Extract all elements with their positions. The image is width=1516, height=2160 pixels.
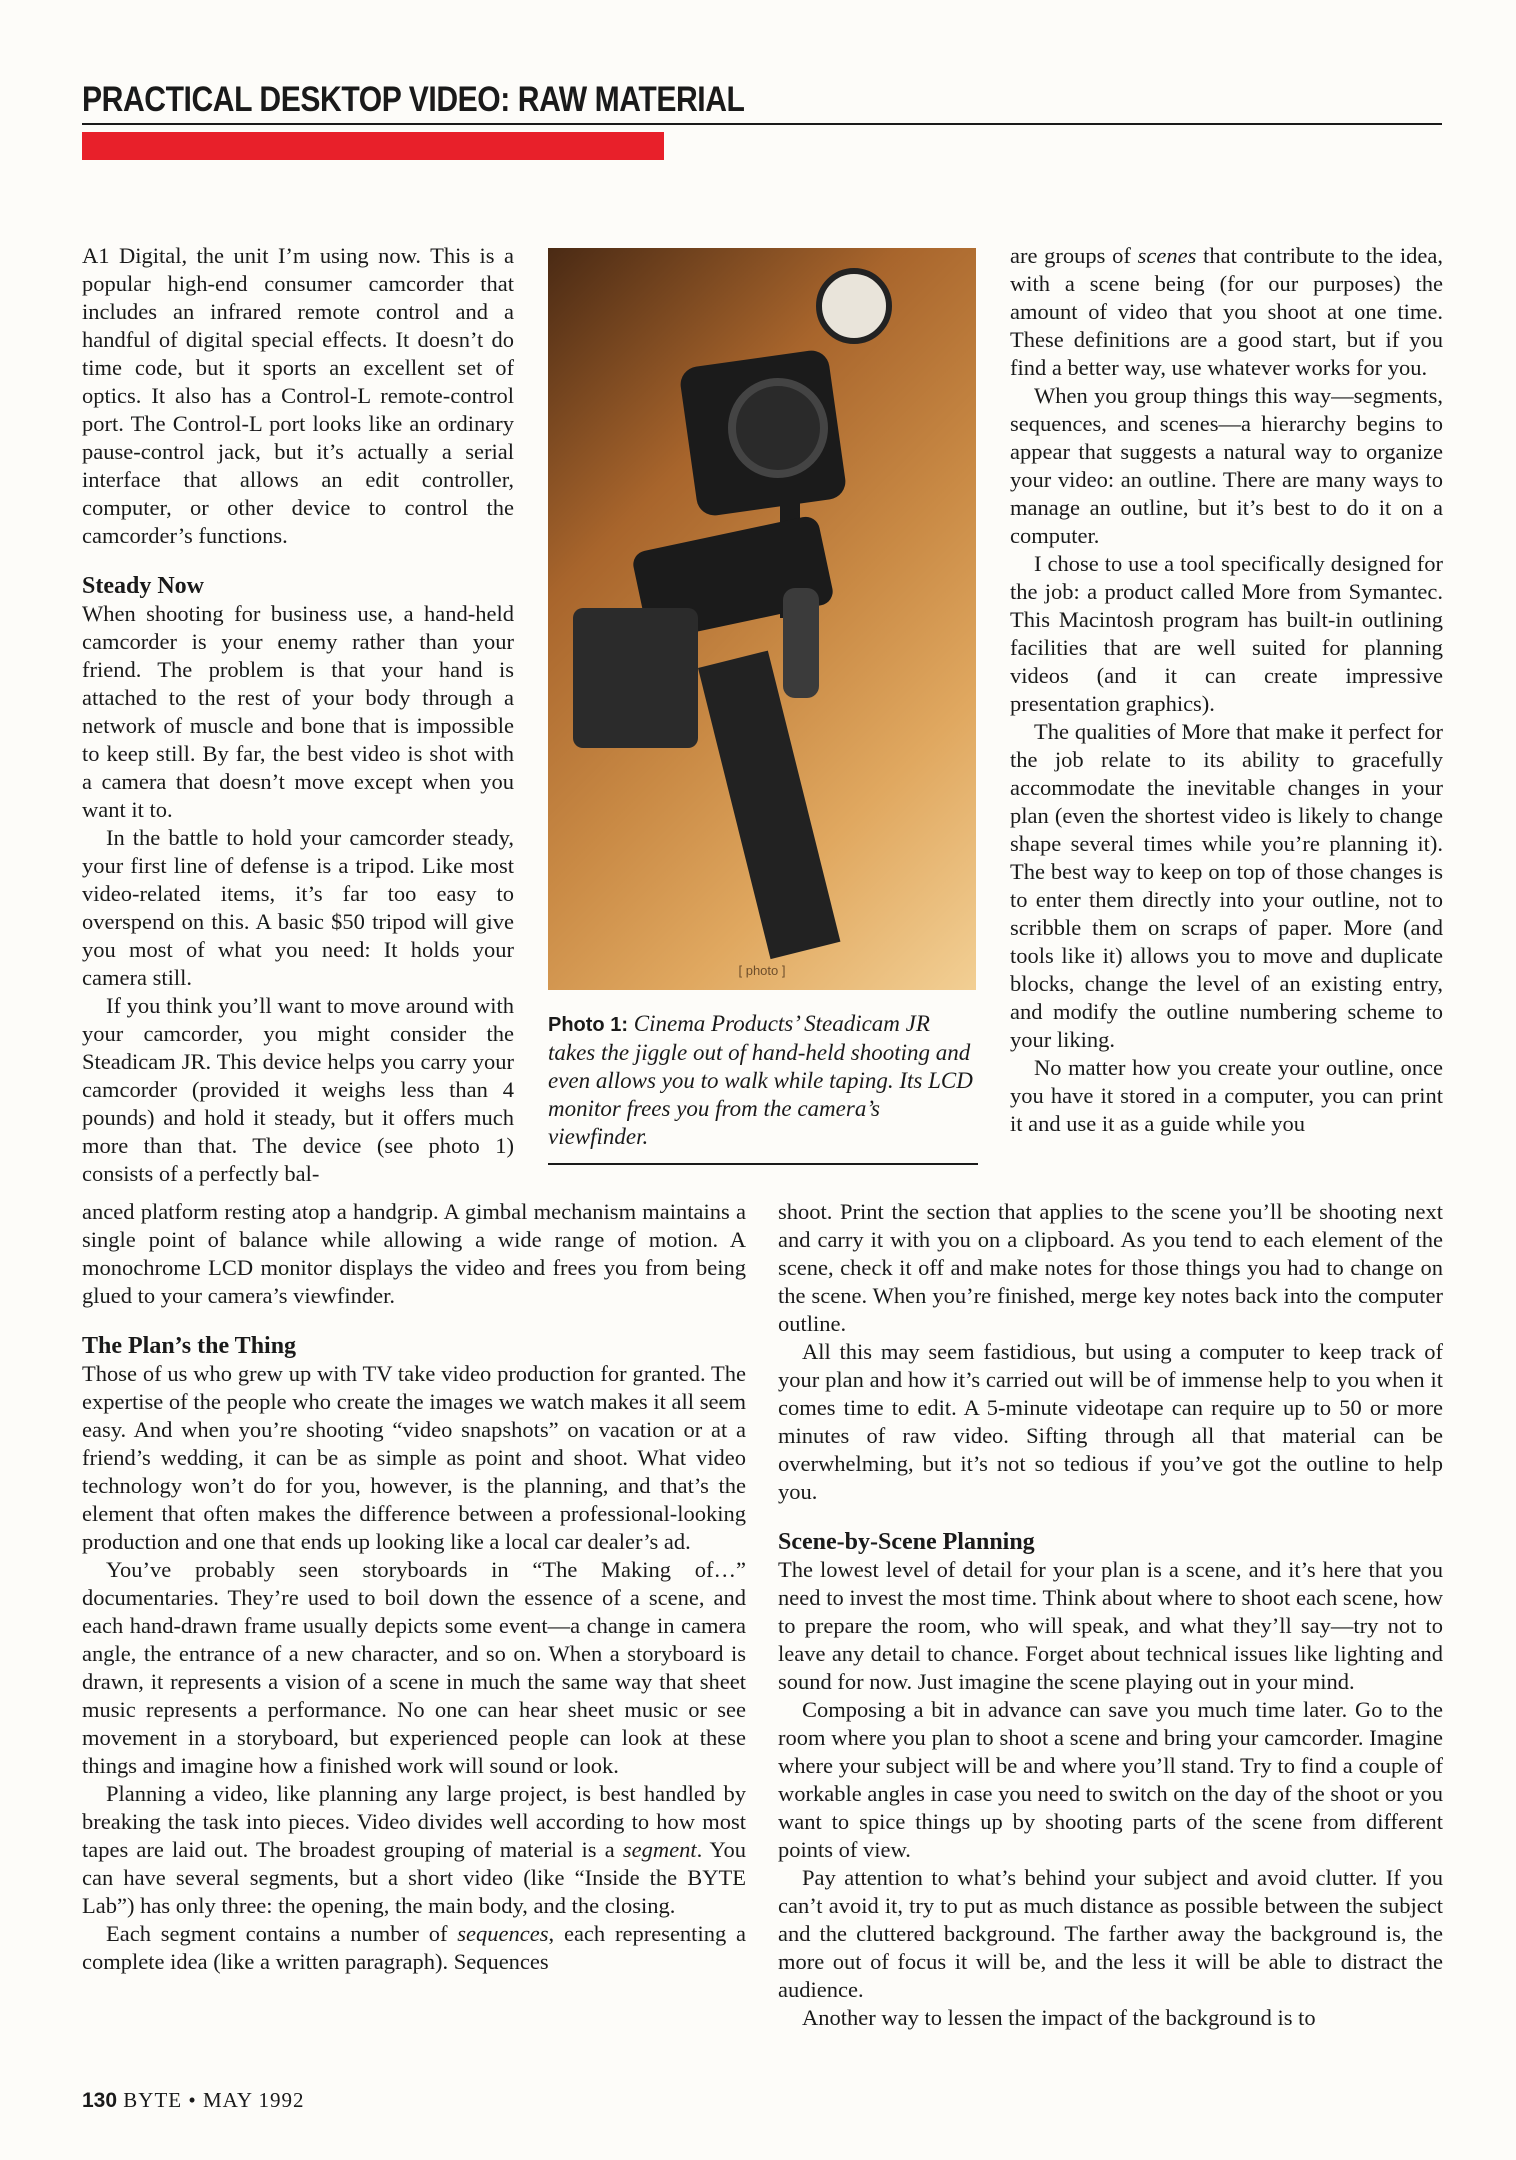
header-rule: [82, 123, 1442, 125]
paragraph: In the battle to hold your camcorder steady, your first line of defense is a tripod. Like most video-related items, it’s far too easy to overspend on this. A basic $50 tripod will give you most of what you need: It holds your camera still.: [82, 825, 514, 990]
section-heading-plans-the-thing: The Plan’s the Thing: [82, 1333, 297, 1359]
caption-rule: [548, 1163, 978, 1165]
photo-light-mark: [816, 268, 892, 344]
paragraph: No matter how you create your outline, once you have it stored in a computer, you can print it and use it as a guide while you: [1010, 1055, 1443, 1136]
paragraph: The lowest level of detail for your plan is a scene, and it’s here that you need to invest the most time. Think about where to shoot each scene, how to prepare the room, who will speak, and what they’ll say—try not to leave any detail to chance. Forget about technical issues like lighting and sound for now. Just imagine the scene playing out in your mind.: [778, 1557, 1443, 1694]
paragraph: All this may seem fastidious, but using a computer to keep track of your plan and how it’s carried out will be of immense help to you when it comes time to edit. A 5-minute videotape can require up to 50 or more minutes of raw video. Sifting through all that material can be overwhelming, but it’s not so tedious if you’ve got the outline to help you.: [778, 1339, 1443, 1504]
section-heading-scene-by-scene: Scene-by-Scene Planning: [778, 1529, 1035, 1555]
paragraph: Those of us who grew up with TV take video production for granted. The expertise of the people who create the images we watch makes it all seem easy. And when you’re shooting “video snapshots” on vacation or at a friend’s wedding, it can be as simple as point and shoot. What video technology won’t do for you, however, is the planning, and that’s the element that often makes the difference between a professional-looking production and one that ends up looking like a local car dealer’s ad.: [82, 1361, 746, 1554]
paragraph: You’ve probably seen storyboards in “The Making of…” documentaries. They’re used to boil down the essence of a scene, and each hand-drawn frame usually depicts some event—a change in camera angle, the entrance of a new character, and so on. When a storyboard is drawn, it represents a vision of a scene in much the same way that sheet music represents a performance. No one can hear sheet music or see movement in a storyboard, but experienced people can look at these things and imagine how a finished work will sound or look.: [82, 1557, 746, 1778]
section-heading-steady-now: Steady Now: [82, 573, 205, 599]
header-accent-bar: [82, 132, 664, 160]
footer-separator: •: [188, 2088, 197, 2112]
paragraph: When you group things this way—segments, sequences, and scenes—a hierarchy begins to appear that suggests a natural way to organize your video: an outline. There are many ways to manage an outline, but it’s best to do it on a computer.: [1010, 383, 1443, 548]
photo-handle: [783, 588, 819, 698]
photo-caption: [548, 1010, 978, 1151]
paragraph: Another way to lessen the impact of the background is to: [802, 2005, 1316, 2030]
page-number: 130: [82, 2089, 118, 2112]
column-left-top: [82, 242, 514, 1188]
paragraph: When shooting for business use, a hand-held camcorder is your enemy rather than your friend. The problem is that your hand is attached to the rest of your body through a network of muscle and bone that is impossible to keep still. By far, the best video is shot with a camera that doesn’t move except when you want it to.: [82, 601, 514, 822]
column-left-bottom: [82, 1198, 746, 1976]
issue-date: MAY 1992: [202, 2088, 305, 2112]
page-header-title: PRACTICAL DESKTOP VIDEO: RAW MATERIAL: [82, 80, 745, 119]
paragraph: If you think you’ll want to move around with your camcorder, you might consider the Steadicam JR. This device helps you carry your camcorder (provided it weighs less than 4 pounds) and hold it steady, but it offers much more than that. The device (see photo 1) consists of a perfectly bal-: [82, 993, 514, 1186]
publication-name: BYTE: [123, 2088, 183, 2112]
photo-steadicam: [548, 248, 976, 990]
paragraph: shoot. Print the section that applies to the scene you’ll be shooting next and carry it with you on a clipboard. As you tend to each element of the scene, check it off and make notes for those things you had to change on the scene. When you’re finished, merge key notes back into the computer outline.: [778, 1199, 1443, 1336]
paragraph: Composing a bit in advance can save you much time later. Go to the room where you plan to shoot a scene and bring your camcorder. Imagine where your subject will be and where you’ll stand. Try to find a couple of workable angles in case you need to switch on the day of the shoot or you want to spice things up by shooting parts of the scene from different points of view.: [778, 1697, 1443, 1862]
paragraph: The qualities of More that make it perfect for the job relate to its ability to gracefully accommodate the inevitable changes in your plan (even the shortest video is likely to change shape several times while you’re planning it). The best way to keep on top of those changes is to enter them directly into your outline, not to scribble them on scraps of paper. More (and tools like it) allows you to move and duplicate blocks, change the level of an existing entry, and modify the outline numbering scheme to your liking.: [1010, 719, 1443, 1052]
caption-lead: Photo 1:: [548, 1014, 628, 1036]
paragraph: Pay attention to what’s behind your subject and avoid clutter. If you can’t avoid it, try to put as much distance as possible between the subject and the cluttered background. The farther away the background is, the more out of focus it will be, and the less it will be able to distract the audience.: [778, 1865, 1443, 2002]
column-right-bottom: [778, 1198, 1443, 2032]
paragraph: I chose to use a tool specifically designed for the job: a product called More from Symantec. This Macintosh program has built-in outlining facilities that are well suited for planning videos (and it can create impressive presentation graphics).: [1010, 551, 1443, 716]
paragraph: Planning a video, like planning any large project, is best handled by breaking the task into pieces. Video divides well according to how most tapes are laid out. The broadest grouping of material is a segment. You can have several segments, but a short video (like “Inside the BYTE Lab”) has only three: the opening, the main body, and the closing.: [82, 1781, 747, 1918]
paragraph: anced platform resting atop a handgrip. A gimbal mechanism maintains a single point of balance while allowing a wide range of motion. A monochrome LCD monitor displays the video and frees you from being glued to your camera’s viewfinder.: [82, 1199, 746, 1308]
photo-grip: [698, 651, 840, 960]
paragraph: Each segment contains a number of sequences, each representing a complete idea (like a written paragraph). Sequences: [82, 1921, 746, 1974]
caption-text: Cinema Products’ Steadicam JR takes the jiggle out of hand-held shooting and even allows you to walk while taping. Its LCD monitor frees you from the camera’s viewfinder.: [548, 1011, 973, 1149]
photo-monitor: [573, 608, 698, 748]
paragraph: A1 Digital, the unit I’m using now. This is a popular high-end consumer camcorder that includes an infrared remote control and a handful of digital special effects. It doesn’t do time code, but it sports an excellent set of optics. It also has a Control-L remote-control port. The Control-L port looks like an ordinary pause-control jack, but it’s actually a serial interface that allows an edit controller, computer, or other device to control the camcorder’s functions.: [82, 243, 514, 548]
photo-placeholder-label: [ photo ]: [738, 963, 786, 978]
column-right-top: [1010, 242, 1443, 1138]
paragraph: are groups of scenes that contribute to the idea, with a scene being (for our purposes) the amount of video that you shoot at one time. These definitions are a good start, but if you find a better way, use whatever works for you.: [1010, 243, 1443, 380]
page-footer: [82, 2088, 305, 2113]
photo-lens-mark: [728, 378, 828, 478]
